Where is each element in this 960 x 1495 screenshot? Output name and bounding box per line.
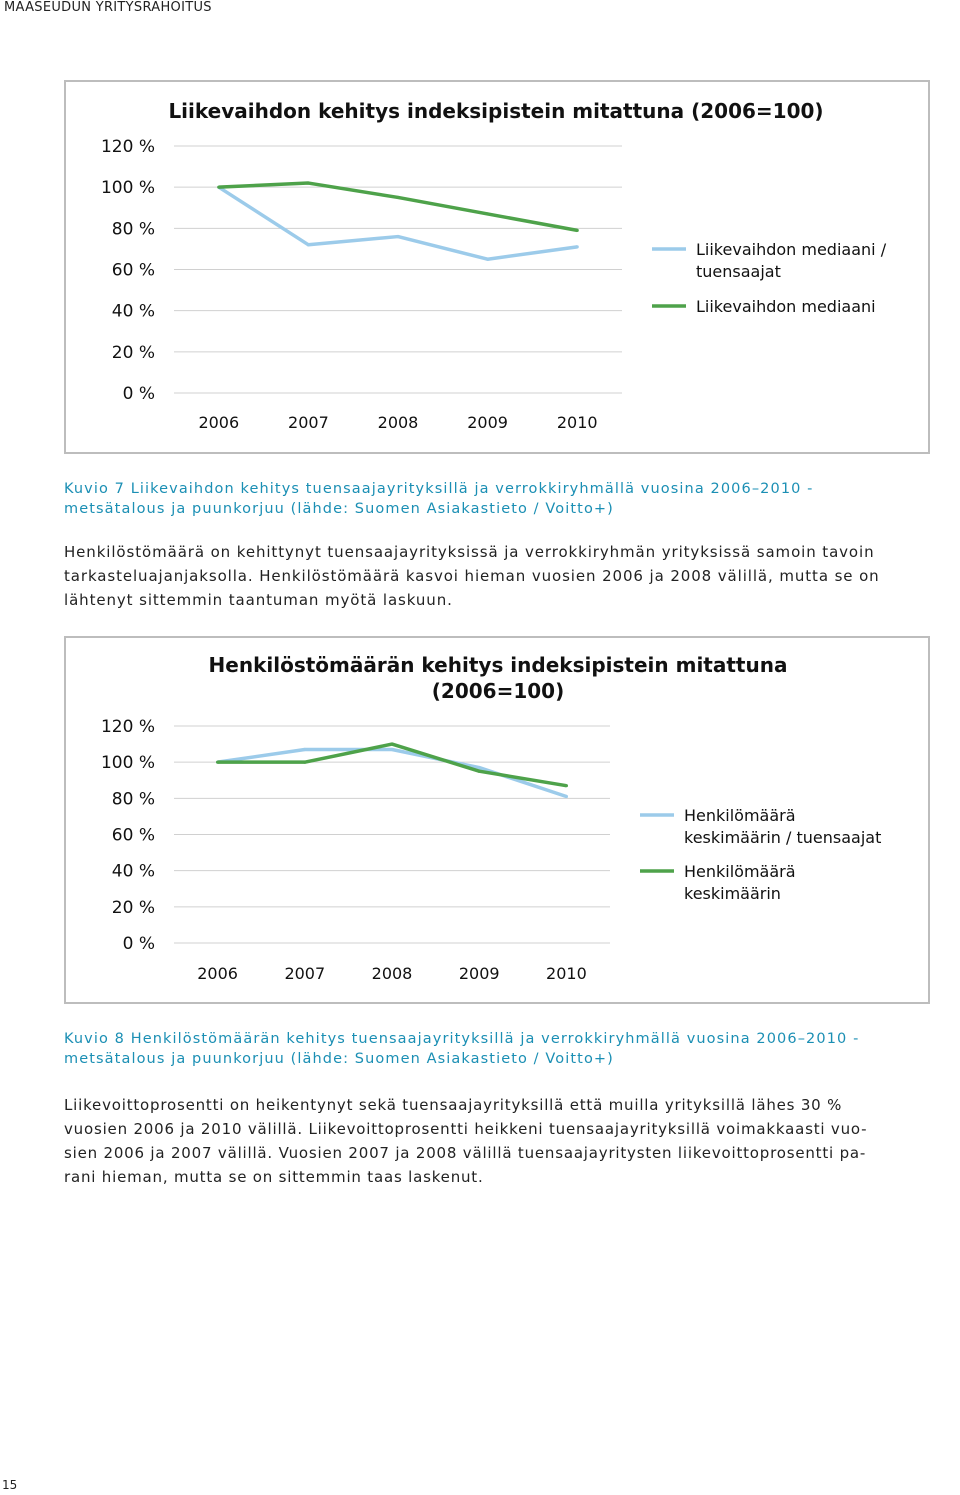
x-tick-label: 2010 (546, 964, 587, 983)
series-line-1 (218, 750, 567, 797)
caption-line: metsätalous ja puunkorjuu (lähde: Suomen Asiakastieto / Voitto+) (64, 1051, 614, 1067)
caption-line: Kuvio 7 Liikevaihdon kehitys tuensaajayrityksillä ja verrokkiryhmällä vuosina 2006–2010 - (64, 481, 814, 497)
data-point (216, 761, 219, 764)
y-tick-label: 80 % (111, 219, 155, 240)
y-tick-label: 20 % (111, 342, 155, 363)
legend-label: tuensaajat (696, 262, 781, 281)
x-tick-label: 2006 (197, 964, 238, 983)
chart-henkilosto (64, 636, 930, 1004)
x-tick-label: 2008 (377, 413, 419, 432)
caption-line: metsätalous ja puunkorjuu (lähde: Suomen Asiakastieto / Voitto+) (64, 501, 614, 517)
figure-caption-7 (64, 479, 956, 519)
y-tick-label: 20 % (111, 897, 155, 918)
chart-title: Liikevaihdon kehitys indeksipistein mitattuna (2006=100) (168, 99, 824, 123)
y-tick-label: 80 % (111, 789, 155, 810)
paragraph-liikevoitto (64, 1093, 956, 1189)
legend-label: Liikevaihdon mediaani (696, 297, 876, 316)
caption-line: Kuvio 8 Henkilöstömäärän kehitys tuensaajayrityksillä ja verrokkiryhmällä vuosina 2006–2010 - (64, 1031, 860, 1047)
data-point (217, 186, 220, 189)
y-tick-label: 0 % (122, 384, 155, 404)
x-tick-label: 2006 (198, 413, 240, 432)
chart-liikevaihto (64, 80, 930, 454)
x-tick-label: 2007 (284, 964, 326, 983)
legend-label: keskimäärin / tuensaajat (684, 828, 882, 847)
legend-label: Henkilömäärä (684, 806, 796, 825)
data-point (565, 784, 568, 787)
data-point (307, 181, 310, 184)
data-point (565, 795, 568, 798)
y-tick-label: 40 % (111, 861, 155, 882)
paragraph-line: tarkasteluajanjaksolla. Henkilöstömäärä kasvoi hieman vuosien 2006 ja 2008 välillä, mutta se on (64, 567, 880, 585)
legend-label: Liikevaihdon mediaani / (696, 240, 887, 259)
data-point (486, 212, 489, 215)
paragraph-henkilosto (64, 540, 956, 612)
x-tick-label: 2008 (371, 964, 413, 983)
paragraph-line: sien 2006 ja 2007 välillä. Vuosien 2007 ja 2008 välillä tuensaajayritysten liikevoittoprosentti pa- (64, 1144, 867, 1162)
y-tick-label: 60 % (111, 260, 155, 281)
data-point (390, 742, 393, 745)
data-point (478, 770, 481, 773)
chart-henkilosto-svg (66, 638, 932, 1006)
data-point (396, 196, 399, 199)
y-tick-label: 40 % (111, 301, 155, 322)
data-point (303, 748, 306, 751)
data-point (478, 766, 481, 769)
paragraph-line: vuosien 2006 ja 2010 välillä. Liikevoittoprosentti heikkeni tuensaajayrityksillä voimakkaasti vuo- (64, 1120, 868, 1138)
chart-title-line-1: Henkilöstömäärän kehitys indeksipistein mitattuna (208, 653, 788, 677)
y-tick-label: 100 % (100, 753, 155, 774)
paragraph-line: lähtenyt sittemmin taantuman myötä laskuun. (64, 591, 453, 609)
y-tick-label: 100 % (100, 178, 155, 199)
paragraph-line: rani hieman, mutta se on sittemmin taas laskenut. (64, 1168, 484, 1186)
y-tick-label: 60 % (111, 825, 155, 846)
legend-label: Henkilömäärä (684, 862, 796, 881)
figure-caption-8 (64, 1029, 956, 1069)
data-point (390, 748, 393, 751)
x-tick-label: 2009 (458, 964, 500, 983)
paragraph-line: Liikevoittoprosentti on heikentynyt sekä tuensaajayrityksillä että muilla yrityksillä lähes 30 % (64, 1096, 843, 1114)
data-point (486, 258, 489, 261)
y-tick-label: 120 % (100, 137, 155, 157)
running-header: MAASEUDUN YRITYSRAHOITUS (4, 0, 212, 15)
data-point (396, 235, 399, 238)
data-point (576, 229, 579, 232)
chart-liikevaihto-svg (66, 82, 932, 456)
data-point (307, 243, 310, 246)
legend-label: keskimäärin (684, 884, 781, 903)
x-tick-label: 2007 (288, 413, 329, 432)
page-number: 15 (2, 1478, 18, 1492)
chart-title-line-2: (2006=100) (431, 679, 565, 703)
y-tick-label: 120 % (100, 717, 155, 737)
data-point (303, 761, 306, 764)
paragraph-line: Henkilöstömäärä on kehittynyt tuensaajayrityksissä ja verrokkiryhmän yrityksissä samoin tavoin (64, 543, 875, 561)
x-tick-label: 2010 (556, 413, 598, 432)
x-tick-label: 2009 (467, 413, 508, 432)
data-point (576, 245, 579, 248)
y-tick-label: 0 % (122, 934, 155, 954)
